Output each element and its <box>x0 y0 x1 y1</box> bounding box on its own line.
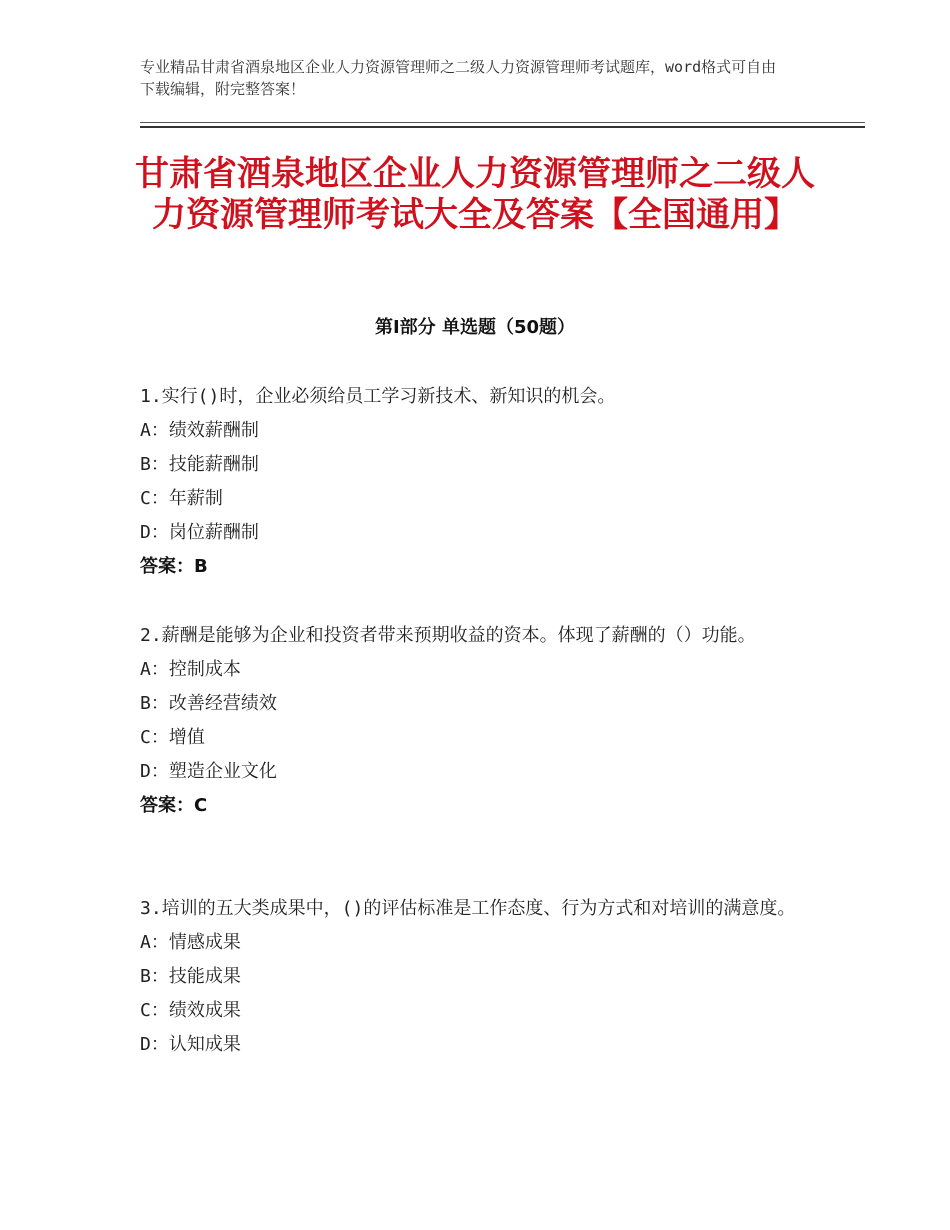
question-2 <box>140 619 820 823</box>
option-d: D：岗位薪酬制 <box>140 522 259 543</box>
document-title: 甘肃省酒泉地区企业人力资源管理师之二级人力资源管理师考试大全及答案【全国通用】 <box>135 154 815 235</box>
option-d: D：认知成果 <box>140 1034 241 1055</box>
section-title: 第Ⅰ部分 单选题（50题） <box>374 317 575 338</box>
option-b: B：技能成果 <box>140 966 241 987</box>
question-stem: 1.实行()时，企业必须给员工学习新技术、新知识的机会。 <box>140 386 616 407</box>
header-divider-thick <box>140 126 865 128</box>
answer: 答案：C <box>140 795 208 816</box>
option-b: B：改善经营绩效 <box>140 693 277 714</box>
question-stem: 3.培训的五大类成果中，()的评估标准是工作态度、行为方式和对培训的满意度。 <box>140 898 796 919</box>
answer: 答案：B <box>140 556 208 577</box>
question-3 <box>140 892 820 1062</box>
option-a: A：控制成本 <box>140 659 241 680</box>
header-note: 专业精品甘肃省酒泉地区企业人力资源管理师之二级人力资源管理师考试题库，word格式可自由下载编辑，附完整答案！ <box>140 58 777 98</box>
option-d: D：塑造企业文化 <box>140 761 277 782</box>
option-a: A：绩效薪酬制 <box>140 420 259 441</box>
option-b: B：技能薪酬制 <box>140 454 259 475</box>
option-c: C：年薪制 <box>140 488 223 509</box>
option-a: A：情感成果 <box>140 932 241 953</box>
header-divider <box>140 122 865 123</box>
question-1 <box>140 380 820 584</box>
question-stem: 2.薪酬是能够为企业和投资者带来预期收益的资本。体现了薪酬的（）功能。 <box>140 625 756 646</box>
option-c: C：增值 <box>140 727 205 748</box>
option-c: C：绩效成果 <box>140 1000 241 1021</box>
